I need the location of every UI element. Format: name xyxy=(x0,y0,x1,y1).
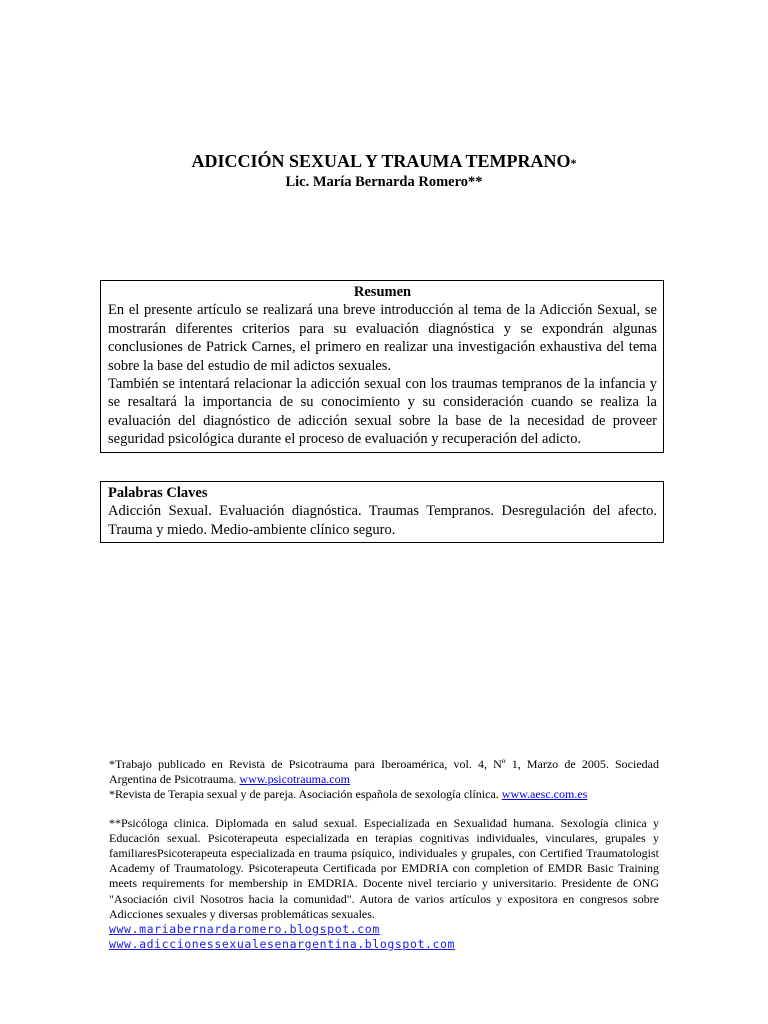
author-line: Lic. María Bernarda Romero** xyxy=(285,174,483,190)
footnotes xyxy=(109,757,659,952)
abstract-box xyxy=(100,280,664,453)
footnote-1-text: *Trabajo publicado en Revista de Psicotrauma para Iberoamérica, vol. 4, Nº 1, Marzo de 2005. Sociedad Argentina de Psicotrauma. xyxy=(109,757,659,787)
abstract-paragraph-1: En el presente artículo se realizará una breve introducción al tema de la Adicción Sexual, se mostrarán diferentes criterios para su evaluación diagnóstica y se expondrán algunas conclusiones de Patrick Carnes, el primero en realizar una investigación exhaustiva del tema sobre la base del estudio de mil adictos sexuales. xyxy=(108,302,657,374)
keywords-heading: Palabras Claves xyxy=(108,485,208,501)
blog-link-adicciones[interactable]: www.adiccionessexualesenargentina.blogspot.com xyxy=(109,937,456,952)
title-text: ADICCIÓN SEXUAL Y TRAUMA TEMPRANO xyxy=(191,151,571,171)
footnote-2-text: *Revista de Terapia sexual y de pareja. Asociación española de sexología clínica. xyxy=(109,787,502,802)
title-footnote-mark: * xyxy=(570,156,577,170)
psicotrauma-link[interactable]: www.psicotrauma.com xyxy=(239,772,350,787)
blog-link-romero[interactable]: www.mariabernardaromero.blogspot.com xyxy=(109,922,380,937)
footnote-spacer xyxy=(109,803,659,816)
document-title xyxy=(0,150,768,174)
abstract-heading: Resumen xyxy=(353,284,412,300)
keywords-text: Adicción Sexual. Evaluación diagnóstica. Traumas Tempranos. Desregulación del afecto. Trauma y miedo. Medio-ambiente clínico seguro. xyxy=(108,503,657,538)
keywords-box xyxy=(100,481,664,543)
aesc-link[interactable]: www.aesc.com.es xyxy=(501,787,588,802)
footnote-1 xyxy=(109,757,659,787)
footnote-3: **Psicóloga clinica. Diplomada en salud sexual. Especializada en Sexualidad humana. Sexología clinica y Educación sexual. Psicoterapeuta especializada en terapias cognitivas individuales, vinculares, grupales y familiaresPsicoterapeuta especializada en trauma psíquico, individuales y grupales, con Certified Traumatologist Academy of Traumatology. Psicoterapeuta Certificada por EMDRIA con completion of EMDR Basic Training meets requirements for membership in EMDRIA. Docente nivel terciario y universitario. Presidente de ONG "Asociación civil Nosotros hacia la comunidad". Autora de varios artículos y expositora en congresos sobre Adicciones sexuales y diversas problemáticas sexuales. xyxy=(109,815,659,921)
abstract-paragraph-2: También se intentará relacionar la adicción sexual con los traumas tempranos de la infancia y se resaltará la importancia de su conocimiento y su consideración cuando se realiza la evaluación del diagnóstico de adicción sexual sobre la base de la necesidad de proveer seguridad psicológica durante el proceso de evaluación y recuperación del adicto. xyxy=(108,376,657,448)
footnote-2 xyxy=(109,787,659,802)
